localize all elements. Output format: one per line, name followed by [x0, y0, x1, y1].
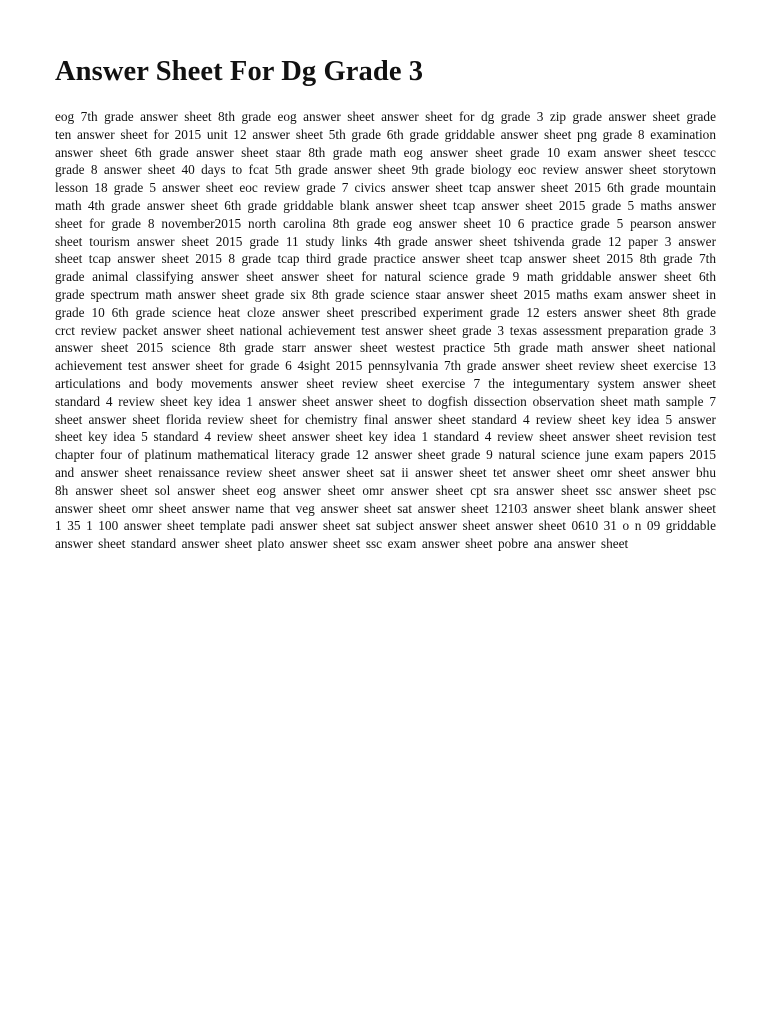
keyword-phrase: ssc answer sheet — [595, 482, 692, 498]
keyword-phrase: blank answer sheet 1 35 — [55, 500, 716, 534]
keyword-phrase: study links 4th grade answer sheet — [305, 233, 507, 249]
keyword-phrase: eog answer sheet — [256, 482, 356, 498]
keyword-phrase: key idea 5 standard 4 review sheet answer sheet — [88, 429, 363, 445]
keyword-phrase: tcap answer sheet 2015 8 grade — [88, 251, 271, 267]
keyword-phrase: 40 days to fcat 5th grade answer sheet — [181, 162, 406, 178]
keyword-phrase: 1 100 answer sheet template — [86, 518, 246, 534]
keyword-phrase: key idea 1 standard 4 review sheet answer sheet — [368, 429, 644, 445]
keyword-phrase: 8h answer sheet — [55, 482, 148, 498]
keyword-phrase: 10 6 practice grade 5 pearson answer sheet — [55, 215, 716, 249]
keyword-phrase: 8th grade math eog answer sheet — [308, 144, 503, 160]
keyword-phrase: renaissance review sheet answer sheet — [158, 464, 374, 480]
keyword-phrase: 8th grade science staar answer sheet — [311, 286, 518, 302]
keyword-phrase: standard 4 review sheet key idea 1 answer sheet — [55, 393, 330, 409]
keyword-phrase: mountain math 4th grade answer sheet — [55, 180, 716, 213]
keyword-phrase: grade ten answer sheet for 2015 — [55, 109, 716, 142]
keyword-phrase: tcap third grade practice answer sheet — [277, 251, 494, 267]
keyword-phrase: 6th grade answer sheet staar — [134, 144, 301, 160]
keyword-phrase: 2015 science 8th grade starr answer sheet — [136, 340, 388, 356]
keyword-phrase: 7th grade animal classifying answer sheet — [55, 251, 717, 285]
keyword-phrase: tcap answer sheet 2015 grade 5 — [453, 197, 635, 213]
keyword-phrase: omr sheet answer — [131, 500, 230, 516]
keyword-phrase: pobre ana answer sheet — [497, 536, 629, 552]
keyword-phrase: omr sheet answer bhu — [590, 464, 716, 480]
keyword-phrase: standard 4 review sheet key idea 5 answer sheet — [55, 411, 716, 445]
keyword-phrase: maths answer sheet for grade 8 november2015 — [55, 197, 717, 231]
keyword-phrase: north carolina 8th grade eog answer sheet — [248, 215, 491, 231]
keyword-phrase: unit 12 answer sheet 5th grade — [206, 126, 381, 142]
keyword-phrase: plato answer sheet — [257, 536, 361, 552]
keyword-phrase: tourism answer sheet 2015 grade 11 — [89, 233, 299, 249]
keyword-phrase: 6th grade griddable answer sheet — [386, 126, 572, 142]
keyword-phrase: prescribed experiment grade 12 esters answer sheet — [360, 304, 656, 320]
keyword-phrase: psc answer sheet — [55, 482, 717, 516]
keyword-phrase: westest practice 5th grade math answer sheet — [395, 340, 665, 356]
keyword-phrase: tcap answer sheet 2015 6th grade — [468, 180, 660, 196]
keyword-phrase: sat answer sheet — [397, 500, 489, 516]
keyword-phrase: national achievement test answer sheet grade 3 — [239, 322, 504, 338]
keyword-phrase: review sheet exercise 13 articulations and body movements answer sheet — [55, 358, 717, 391]
keyword-phrase: grade 9 natural science june exam papers 2015 and answer sheet — [55, 447, 716, 480]
keyword-phrase: sat subject answer sheet — [355, 518, 490, 534]
keyword-phrase: png grade 8 examination answer sheet — [55, 126, 716, 160]
keyword-phrase: national achievement test answer sheet for grade 6 — [55, 340, 716, 374]
keyword-phrase: sol answer sheet — [154, 482, 250, 498]
keyword-phrase: answer sheet 0610 31 o n 09 griddable answer sheet — [55, 518, 716, 552]
keyword-phrase: ssc exam answer sheet — [365, 536, 493, 552]
keyword-phrase: 8th grade eog answer sheet — [218, 109, 375, 124]
keyword-phrase: answer sheet for dg grade 3 — [381, 109, 544, 124]
keyword-paragraph — [55, 108, 716, 553]
document-page — [55, 52, 716, 553]
keyword-phrase: answer sheet to dogfish dissection observation sheet — [335, 393, 628, 409]
keyword-phrase: math sample 7 sheet answer sheet florida — [55, 393, 717, 427]
keyword-phrase: 2015 maths exam answer sheet in grade 10 — [55, 286, 716, 320]
keyword-phrase: tshivenda grade 12 paper 3 answer sheet — [55, 233, 716, 267]
keyword-phrase: sat ii answer sheet — [380, 464, 487, 480]
keyword-phrase: standard answer sheet — [131, 536, 253, 552]
keyword-phrase: review sheet for chemistry final answer sheet — [207, 411, 466, 427]
keyword-phrase: revision test chapter four of platinum mathematical literacy grade 12 answer sheet — [55, 429, 717, 463]
keyword-phrase: omr answer sheet cpt — [362, 482, 487, 498]
keyword-phrase: tet answer sheet — [492, 464, 585, 480]
keyword-phrase: 8th grade crct review packet answer sheet — [55, 304, 716, 338]
keyword-phrase: answer sheet for natural science grade 9 — [281, 269, 520, 285]
keyword-phrase: 4sight 2015 pennsylvania 7th grade answer sheet — [297, 358, 573, 374]
keyword-phrase: 9th grade biology eoc review answer sheet — [411, 162, 657, 178]
keyword-phrase: grade 10 exam answer sheet — [509, 144, 677, 160]
keyword-phrase: padi answer sheet — [251, 518, 351, 534]
keyword-phrase: storytown lesson 18 grade 5 answer sheet — [55, 162, 717, 196]
keyword-phrase: review sheet exercise 7 the integumentary system answer sheet — [341, 375, 716, 391]
keyword-phrase: tesccc grade 8 answer sheet — [55, 144, 716, 178]
keyword-phrase: eog 7th grade answer sheet — [55, 109, 212, 124]
keyword-phrase: tcap answer sheet 2015 8th grade — [500, 251, 693, 267]
keyword-phrase: eoc review grade 7 civics answer sheet — [239, 180, 463, 196]
keyword-phrase: sra answer sheet — [493, 482, 589, 498]
keyword-phrase: 6th grade griddable blank answer sheet — [224, 197, 447, 213]
keyword-phrase: zip grade answer sheet — [549, 109, 680, 124]
keyword-phrase: 6th grade science heat cloze answer sheet — [111, 304, 354, 320]
page-title: Answer Sheet For Dg Grade 3 — [55, 56, 424, 87]
keyword-phrase: math griddable answer sheet 6th grade — [55, 269, 716, 302]
keyword-phrase: name that veg answer sheet — [235, 500, 392, 516]
keyword-phrase: spectrum math answer sheet grade six — [90, 286, 306, 302]
keyword-phrase: texas assessment preparation grade 3 answer sheet — [55, 322, 716, 356]
keyword-phrase: 12103 answer sheet — [494, 500, 605, 516]
